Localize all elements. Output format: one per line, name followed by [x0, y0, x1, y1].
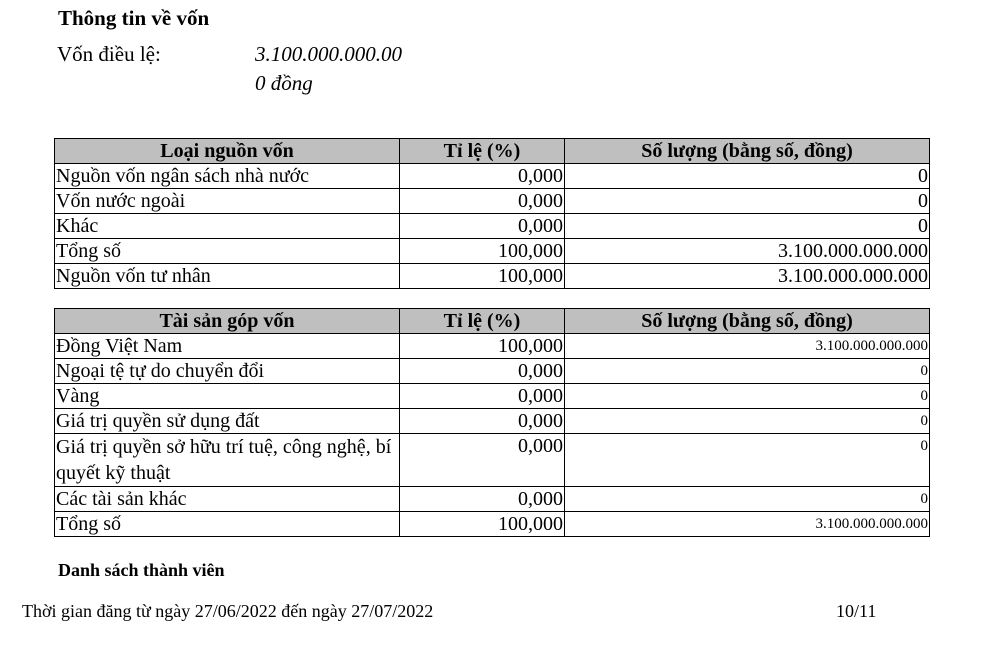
- row-name: Giá trị quyền sở hữu trí tuệ, công nghệ, bí quyết kỹ thuật: [55, 434, 400, 487]
- row-amount: 0: [565, 214, 930, 239]
- table-row: [55, 487, 930, 512]
- row-ratio: 0,000: [400, 409, 565, 434]
- row-ratio: 100,000: [400, 512, 565, 537]
- column-header-amount: Số lượng (bằng số, đồng): [565, 139, 930, 164]
- row-amount: 0: [565, 409, 930, 434]
- row-ratio: 0,000: [400, 487, 565, 512]
- row-name: Vàng: [55, 384, 400, 409]
- row-amount: 0: [565, 164, 930, 189]
- table-row-total: [55, 239, 930, 264]
- table-row: [55, 264, 930, 289]
- column-header-ratio: Tỉ lệ (%): [400, 309, 565, 334]
- members-list-title: Danh sách thành viên: [58, 560, 225, 580]
- capital-sources-table: [54, 138, 930, 289]
- table-row: [55, 384, 930, 409]
- row-amount: 3.100.000.000.000: [565, 264, 930, 289]
- column-header-asset-type: Tài sản góp vốn: [55, 309, 400, 334]
- row-name: Giá trị quyền sử dụng đất: [55, 409, 400, 434]
- row-amount: 3.100.000.000.000: [565, 239, 930, 264]
- row-name: Ngoại tệ tự do chuyển đổi: [55, 359, 400, 384]
- row-amount: 0: [565, 487, 930, 512]
- row-ratio: 100,000: [400, 239, 565, 264]
- table-row: [55, 334, 930, 359]
- footer-page-number: 10/11: [836, 601, 877, 621]
- row-ratio: 100,000: [400, 264, 565, 289]
- row-ratio: 0,000: [400, 359, 565, 384]
- column-header-ratio: Tỉ lệ (%): [400, 139, 565, 164]
- row-name: Tổng số: [55, 239, 400, 264]
- row-amount: 0: [565, 359, 930, 384]
- row-ratio: 0,000: [400, 189, 565, 214]
- column-header-amount: Số lượng (bằng số, đồng): [565, 309, 930, 334]
- column-header-source-type: Loại nguồn vốn: [55, 139, 400, 164]
- charter-capital-value-continued: 0 đồng: [255, 71, 313, 95]
- row-name: Khác: [55, 214, 400, 239]
- table-row: [55, 359, 930, 384]
- row-ratio: 100,000: [400, 334, 565, 359]
- row-name: Vốn nước ngoài: [55, 189, 400, 214]
- table-header-row: [55, 309, 930, 334]
- table-row-total: [55, 512, 930, 537]
- charter-capital-label: Vốn điều lệ:: [57, 42, 161, 66]
- row-amount: 0: [565, 189, 930, 214]
- table-row: [55, 434, 930, 487]
- contributed-assets-table: [54, 308, 930, 537]
- row-ratio: 0,000: [400, 164, 565, 189]
- row-name: Đồng Việt Nam: [55, 334, 400, 359]
- table-row: [55, 189, 930, 214]
- row-name: Nguồn vốn ngân sách nhà nước: [55, 164, 400, 189]
- table-row: [55, 409, 930, 434]
- charter-capital-value: 3.100.000.000.00: [255, 42, 402, 66]
- row-amount: 0: [565, 434, 930, 487]
- table-header-row: [55, 139, 930, 164]
- row-ratio: 0,000: [400, 434, 565, 487]
- row-amount: 3.100.000.000.000: [565, 512, 930, 537]
- footer-publication-period: Thời gian đăng từ ngày 27/06/2022 đến ngày 27/07/2022: [22, 601, 434, 621]
- row-ratio: 0,000: [400, 214, 565, 239]
- row-name: Nguồn vốn tư nhân: [55, 264, 400, 289]
- row-amount: 3.100.000.000.000: [565, 334, 930, 359]
- row-name: Tổng số: [55, 512, 400, 537]
- row-amount: 0: [565, 384, 930, 409]
- table-row: [55, 214, 930, 239]
- row-ratio: 0,000: [400, 384, 565, 409]
- table-row: [55, 164, 930, 189]
- section-title: Thông tin về vốn: [58, 6, 210, 30]
- row-name: Các tài sản khác: [55, 487, 400, 512]
